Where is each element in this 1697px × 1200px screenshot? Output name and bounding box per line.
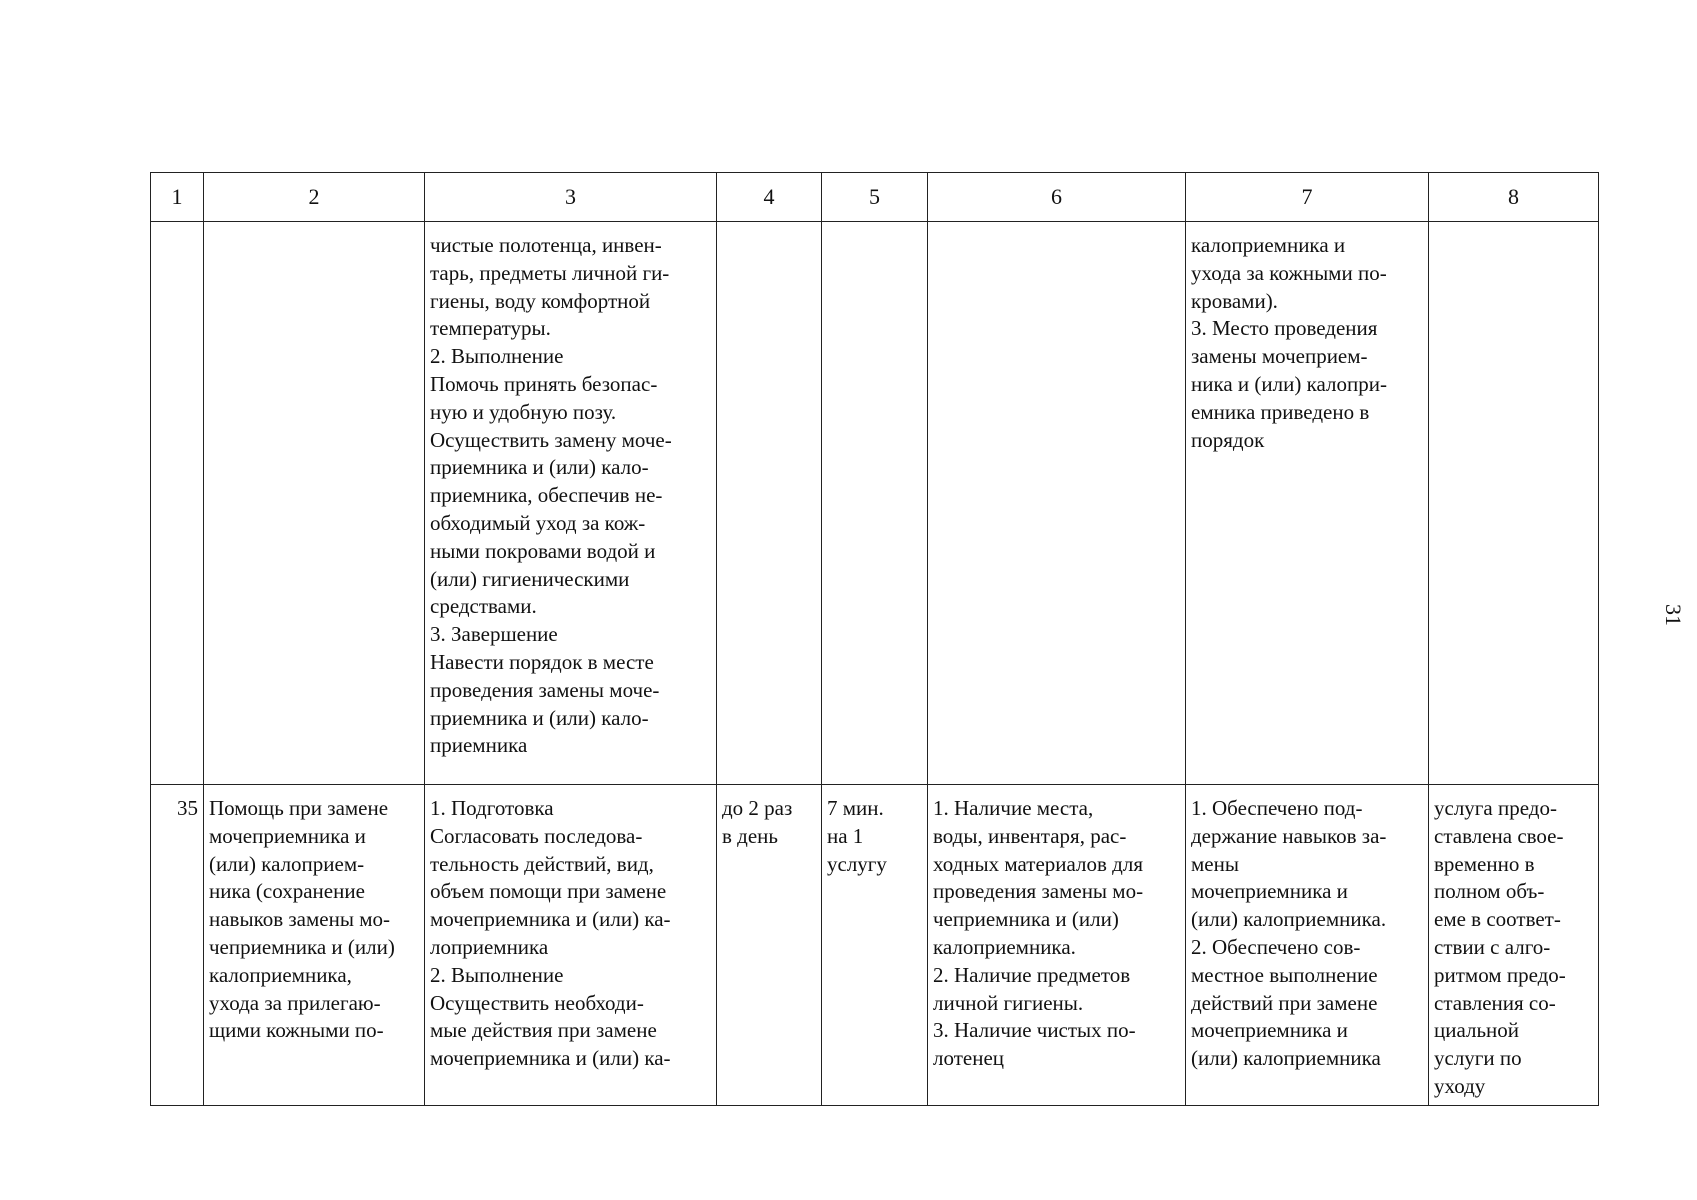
text-line: Навести порядок в месте bbox=[430, 649, 654, 674]
text-line: 1. Наличие места, bbox=[933, 796, 1094, 820]
header-col-2: 2 bbox=[204, 173, 425, 222]
text-line: ную и удобную позу. bbox=[430, 399, 617, 424]
text-line: ставлена свое- bbox=[1434, 823, 1564, 848]
text-line: услугу bbox=[827, 851, 887, 876]
text-line: навыков замены мо- bbox=[209, 907, 390, 932]
text-line: мочеприемника и bbox=[209, 823, 366, 848]
text-line: личной гигиены. bbox=[933, 990, 1084, 1015]
text-line: 2. Выполнение bbox=[430, 962, 564, 987]
text-line: ходных материалов для bbox=[933, 851, 1144, 876]
text-line: услуга предо- bbox=[1434, 796, 1557, 820]
text-line: мочеприемника и bbox=[1191, 879, 1348, 904]
cell-conditions bbox=[928, 785, 1186, 1106]
text-line: услуги по bbox=[1434, 1046, 1522, 1071]
text-line: ствии с алго- bbox=[1434, 934, 1551, 959]
cell-conditions bbox=[928, 222, 1186, 785]
table-row-continued bbox=[151, 222, 1599, 785]
text-line: калоприемника, bbox=[209, 962, 352, 987]
text-line: 3. Наличие чистых по- bbox=[933, 1018, 1136, 1043]
text-line: (или) калоприем- bbox=[209, 851, 365, 876]
header-col-5: 5 bbox=[822, 173, 928, 222]
text-line: 2. Наличие предметов bbox=[933, 962, 1131, 987]
header-col-7: 7 bbox=[1186, 173, 1429, 222]
text-line: ными покровами водой и bbox=[430, 538, 656, 563]
text-line: чеприемника и (или) bbox=[933, 907, 1119, 932]
text-line: мые действия при замене bbox=[430, 1018, 657, 1043]
text-line: (или) гигиеническими bbox=[430, 566, 630, 591]
text-line: держание навыков за- bbox=[1191, 823, 1387, 848]
text-line: Осуществить необходи- bbox=[430, 990, 644, 1015]
cell-description bbox=[425, 222, 717, 785]
text-line: 1. Подготовка bbox=[430, 796, 554, 820]
text-line: приемника и (или) кало- bbox=[430, 455, 649, 480]
cell-description bbox=[425, 785, 717, 1106]
text-line: мочеприемника и (или) ка- bbox=[430, 1046, 671, 1071]
text-line: Согласовать последова- bbox=[430, 823, 643, 848]
cell-number: 35 bbox=[151, 785, 204, 1106]
text-line: на 1 bbox=[827, 823, 864, 848]
page-number: 31 bbox=[1661, 604, 1686, 626]
text-line: тарь, предметы личной ги- bbox=[430, 260, 670, 285]
text-line: воды, инвентаря, рас- bbox=[933, 823, 1127, 848]
cell-assessment bbox=[1429, 222, 1599, 785]
text-line: чеприемника и (или) bbox=[209, 934, 395, 959]
text-line: обходимый уход за кож- bbox=[430, 510, 646, 535]
text-line: средствами. bbox=[430, 594, 537, 619]
text-line: 2. Выполнение bbox=[430, 344, 564, 369]
text-line: Помочь принять безопас- bbox=[430, 371, 658, 396]
header-col-4: 4 bbox=[717, 173, 822, 222]
text-line: емника приведено в bbox=[1191, 399, 1370, 424]
text-line: ставления со- bbox=[1434, 990, 1556, 1015]
cell-duration bbox=[822, 785, 928, 1106]
text-line: кровами). bbox=[1191, 288, 1278, 313]
text-line: (или) калоприемника. bbox=[1191, 907, 1387, 932]
text-line: Осуществить замену моче- bbox=[430, 427, 672, 452]
text-line: лоприемника bbox=[430, 934, 549, 959]
text-line: временно в bbox=[1434, 851, 1535, 876]
header-col-1: 1 bbox=[151, 173, 204, 222]
cell-frequency bbox=[717, 222, 822, 785]
text-line: тельность действий, вид, bbox=[430, 851, 654, 876]
cell-number bbox=[151, 222, 204, 785]
text-line: (или) калоприемника bbox=[1191, 1046, 1381, 1071]
text-line: мены bbox=[1191, 851, 1239, 876]
text-line: ухода за кожными по- bbox=[1191, 260, 1387, 285]
text-line: порядок bbox=[1191, 427, 1265, 452]
cell-service-name bbox=[204, 222, 425, 785]
text-line: уходу bbox=[1434, 1073, 1486, 1098]
text-line: до 2 раз bbox=[722, 796, 793, 820]
text-line: ритмом предо- bbox=[1434, 962, 1566, 987]
text-line: чистые полотенца, инвен- bbox=[430, 233, 662, 257]
text-line: приемника bbox=[430, 733, 528, 758]
text-line: проведения замены моче- bbox=[430, 677, 660, 702]
text-line: замены мочеприем- bbox=[1191, 344, 1368, 369]
services-table bbox=[150, 172, 1599, 1106]
text-line: 2. Обеспечено сов- bbox=[1191, 934, 1361, 959]
text-line: местное выполнение bbox=[1191, 962, 1378, 987]
text-line: 1. Обеспечено под- bbox=[1191, 796, 1363, 820]
text-line: ухода за прилегаю- bbox=[209, 990, 381, 1015]
text-line: щими кожными по- bbox=[209, 1018, 384, 1043]
text-line: ника и (или) калопри- bbox=[1191, 371, 1387, 396]
cell-duration bbox=[822, 222, 928, 785]
text-line: приемника, обеспечив не- bbox=[430, 483, 663, 508]
text-line: ника (сохранение bbox=[209, 879, 365, 904]
cell-indicators bbox=[1186, 222, 1429, 785]
header-col-3: 3 bbox=[425, 173, 717, 222]
text-line: мочеприемника и (или) ка- bbox=[430, 907, 671, 932]
text-line: лотенец bbox=[933, 1046, 1004, 1071]
text-line: Помощь при замене bbox=[209, 796, 389, 820]
header-col-6: 6 bbox=[928, 173, 1186, 222]
text-line: приемника и (или) кало- bbox=[430, 705, 649, 730]
text-line: калоприемника и bbox=[1191, 233, 1346, 257]
text-line: калоприемника. bbox=[933, 934, 1076, 959]
text-line: 3. Завершение bbox=[430, 622, 558, 647]
text-line: гиены, воду комфортной bbox=[430, 288, 651, 313]
text-line: еме в соответ- bbox=[1434, 907, 1561, 932]
cell-service-name bbox=[204, 785, 425, 1106]
text-line: объем помощи при замене bbox=[430, 879, 667, 904]
text-line: температуры. bbox=[430, 316, 551, 341]
text-line: 3. Место проведения bbox=[1191, 316, 1378, 341]
cell-frequency bbox=[717, 785, 822, 1106]
table-header-row bbox=[151, 173, 1599, 222]
text-line: полном объ- bbox=[1434, 879, 1545, 904]
text-line: проведения замены мо- bbox=[933, 879, 1144, 904]
text-line: циальной bbox=[1434, 1018, 1520, 1043]
text-line: мочеприемника и bbox=[1191, 1018, 1348, 1043]
text-line: в день bbox=[722, 823, 778, 848]
cell-assessment bbox=[1429, 785, 1599, 1106]
table-row-35 bbox=[151, 785, 1599, 1106]
header-col-8: 8 bbox=[1429, 173, 1599, 222]
text-line: действий при замене bbox=[1191, 990, 1378, 1015]
cell-indicators bbox=[1186, 785, 1429, 1106]
text-line: 7 мин. bbox=[827, 796, 884, 820]
